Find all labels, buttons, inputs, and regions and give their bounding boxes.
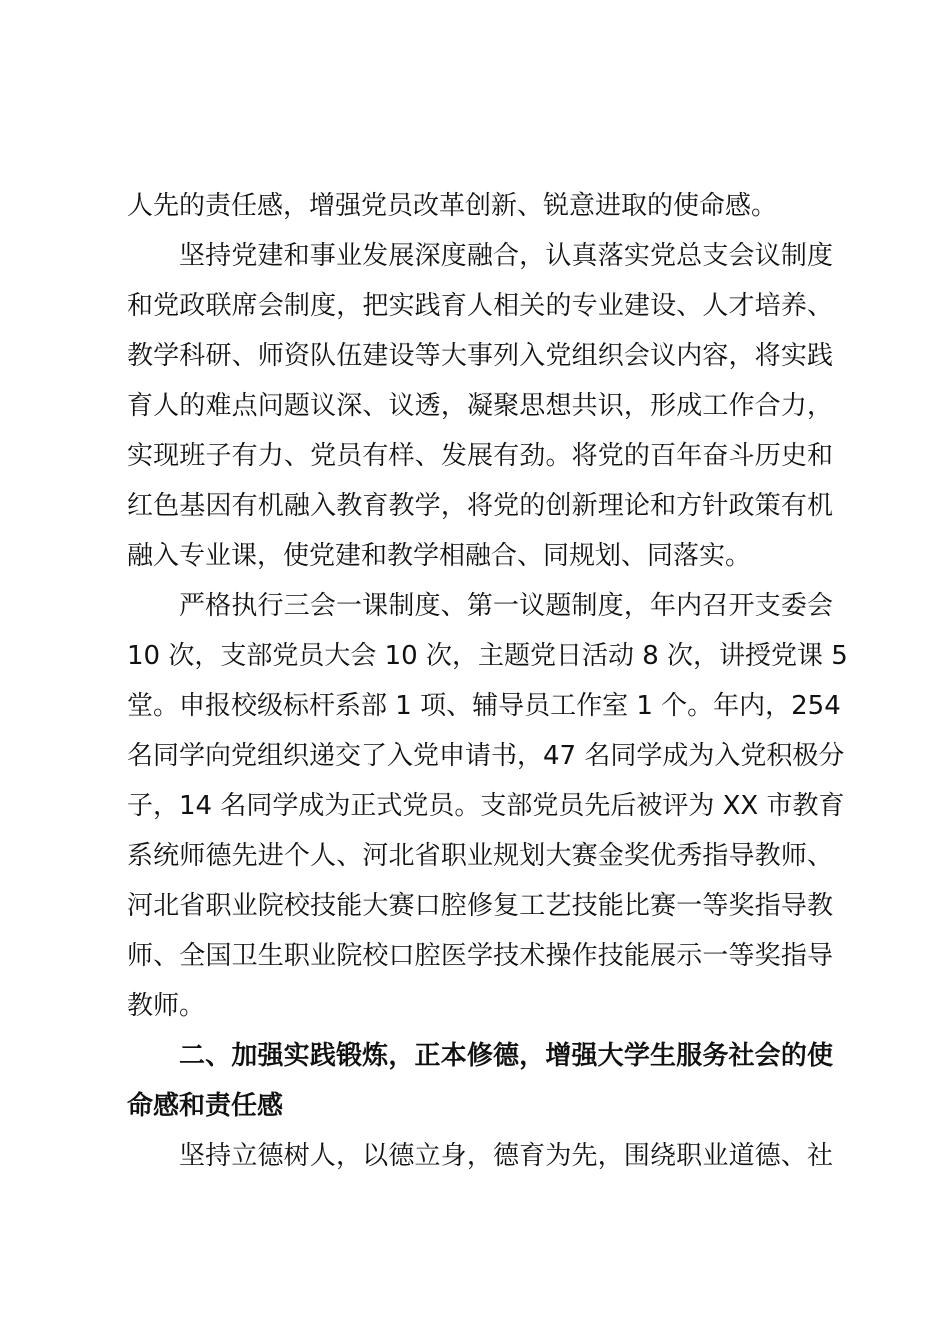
paragraph-line: 堂。申报校级标杆系部 1 项、辅导员工作室 1 个。年内，254 [127, 691, 841, 721]
paragraph-line: 红色基因有机融入教育教学，将党的创新理论和方针政策有机 [127, 491, 833, 521]
paragraph-line: 教学科研、师资队伍建设等大事列入党组织会议内容，将实践 [127, 341, 833, 371]
paragraph-line: 10 次，支部党员大会 10 次，主题党日活动 8 次，讲授党课 5 [127, 641, 848, 671]
paragraph-line: 实现班子有力、党员有样、发展有劲。将党的百年奋斗历史和 [127, 441, 833, 471]
paragraph-line: 融入专业课，使党建和教学相融合、同规划、同落实。 [127, 541, 752, 571]
section-heading: 命感和责任感 [127, 1091, 284, 1121]
paragraph-line: 育人的难点问题议深、议透，凝聚思想共识，形成工作合力， [127, 391, 833, 421]
paragraph-line: 人先的责任感，增强党员改革创新、锐意进取的使命感。 [127, 191, 778, 221]
paragraph-line: 名同学向党组织递交了入党申请书，47 名同学成为入党积极分 [127, 741, 845, 771]
paragraph-line: 和党政联席会制度，把实践育人相关的专业建设、人才培养、 [127, 291, 833, 321]
paragraph-line: 坚持党建和事业发展深度融合，认真落实党总支会议制度 [179, 241, 833, 271]
paragraph-line: 教师。 [127, 991, 206, 1021]
paragraph-line: 师、全国卫生职业院校口腔医学技术操作技能展示一等奖指导 [127, 941, 833, 971]
paragraph-line: 坚持立德树人，以德立身，德育为先，围绕职业道德、社 [179, 1141, 833, 1171]
paragraph-line: 河北省职业院校技能大赛口腔修复工艺技能比赛一等奖指导教 [127, 891, 833, 921]
paragraph-line: 系统师德先进个人、河北省职业规划大赛金奖优秀指导教师、 [127, 841, 833, 871]
paragraph-line: 严格执行三会一课制度、第一议题制度，年内召开支委会 [179, 591, 833, 621]
section-heading: 二、加强实践锻炼，正本修德，增强大学生服务社会的使 [179, 1041, 833, 1071]
paragraph-line: 子，14 名同学成为正式党员。支部党员先后被评为 XX 市教育 [127, 791, 845, 821]
